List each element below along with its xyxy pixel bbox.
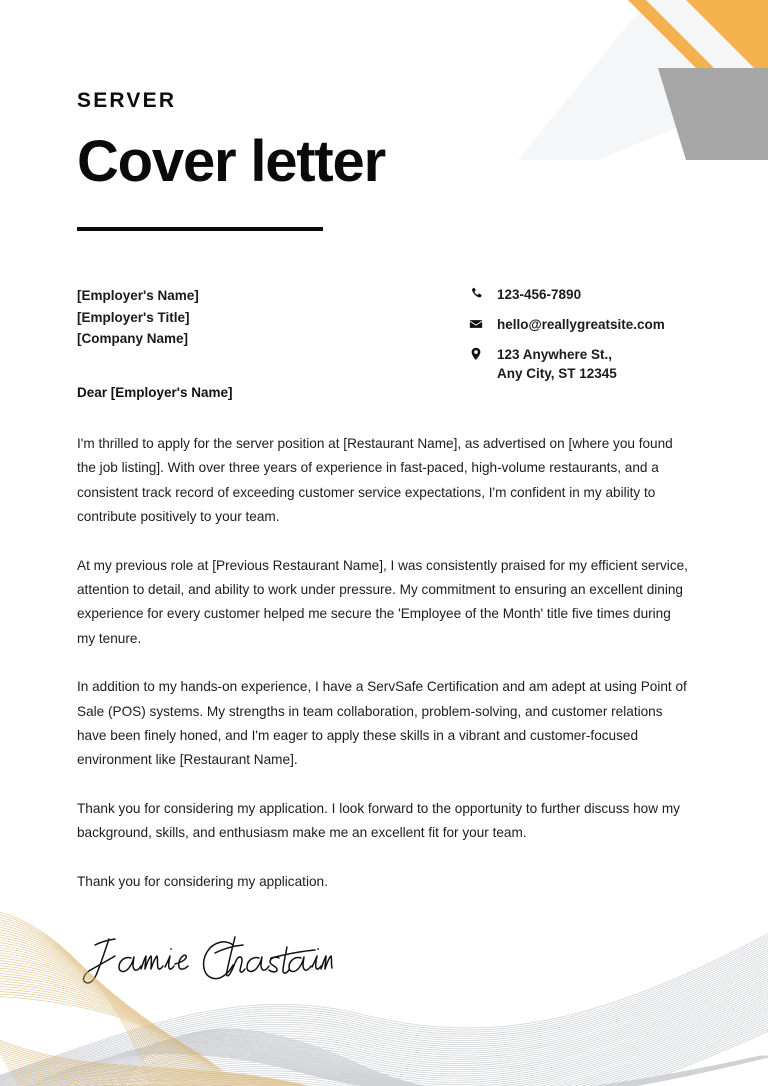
- company-name: [Company Name]: [77, 331, 189, 346]
- title-divider-rule: [77, 227, 323, 231]
- location-pin-icon: [467, 345, 485, 361]
- contact-block: [467, 285, 697, 394]
- address-value: [497, 345, 617, 383]
- contact-address: [467, 345, 697, 383]
- phone-value: 123-456-7890: [497, 287, 582, 302]
- info-row: [77, 285, 697, 394]
- employer-block: [77, 285, 199, 394]
- contact-phone: [467, 285, 697, 304]
- corner-orange-stripe: [628, 0, 714, 68]
- salutation: Dear [Employer's Name]: [77, 385, 233, 400]
- phone-icon: [467, 285, 485, 300]
- body-paragraph: At my previous role at [Previous Restaurant Name], I was consistently praised for my efficient service, attention to detail, and ability to work under pressure. My commitment to ensuring an excellent dining experience for every customer helped me secure the 'Employee of the Month' title five times during my tenure.: [77, 557, 688, 646]
- email-value: hello@reallygreatsite.com: [497, 317, 665, 332]
- signature: [75, 925, 335, 995]
- eyebrow-label: SERVER: [77, 89, 177, 112]
- body-paragraph: In addition to my hands-on experience, I have a ServSafe Certification and am adept at using Point of Sale (POS) systems. My strengths in team collaboration, problem-solving, and customer relations have been finely honed, and I'm eager to apply these skills in a vibrant and customer-focused environment like [Restaurant Name].: [77, 679, 687, 768]
- body-paragraph: Thank you for considering my application.: [77, 873, 328, 889]
- body-paragraph: Thank you for considering my application. I look forward to the opportunity to further discuss how my background, skills, and enthusiasm make me an excellent fit for your team.: [77, 800, 680, 841]
- page-title: Cover letter: [77, 129, 385, 194]
- corner-orange-triangle: [686, 0, 768, 82]
- employer-title: [Employer's Title]: [77, 309, 190, 325]
- address-line-1: 123 Anywhere St.,: [497, 347, 613, 362]
- contact-email: [467, 315, 697, 334]
- envelope-icon: [467, 315, 485, 331]
- letter-body: [77, 432, 691, 894]
- signature-script: [75, 925, 335, 995]
- body-paragraph: I'm thrilled to apply for the server position at [Restaurant Name], as advertised on [where you found the job listing]. With over three years of experience in fast-paced, high-volume restaurants, and a consistent track record of exceeding customer service expectations, I'm confident in my ability to contribute positively to your team.: [77, 436, 673, 525]
- header-block: [77, 90, 697, 231]
- employer-name: [Employer's Name]: [77, 288, 199, 303]
- address-line-2: Any City, ST 12345: [497, 366, 617, 381]
